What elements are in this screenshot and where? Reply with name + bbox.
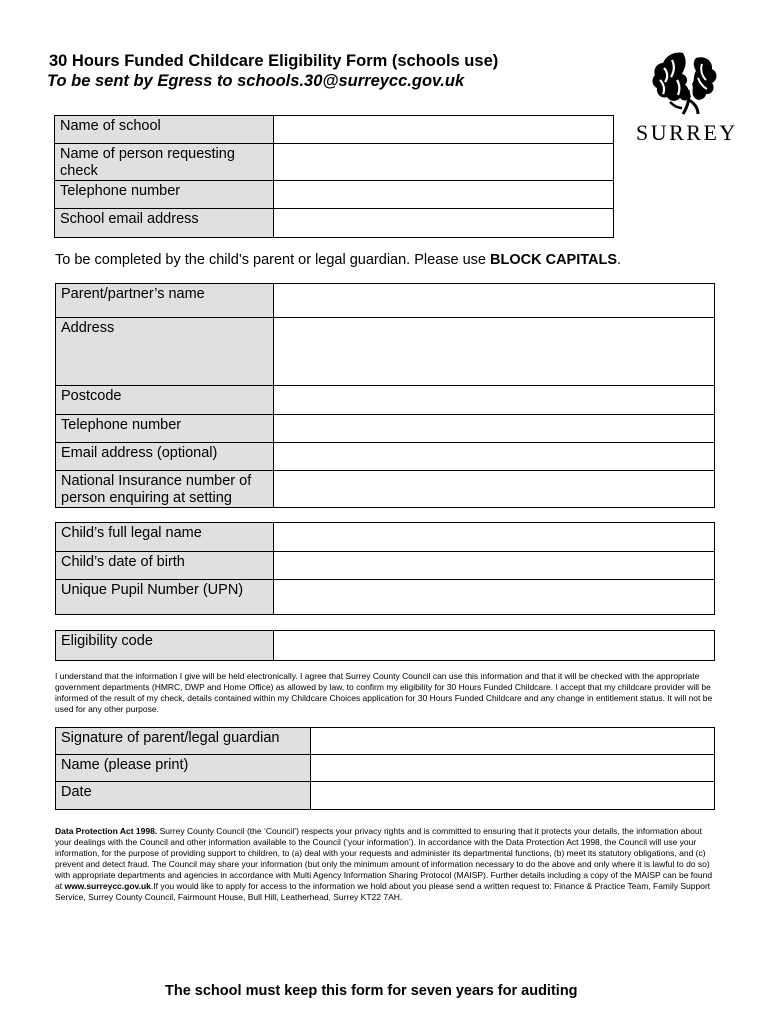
parent-details-table (55, 283, 715, 508)
table-row (56, 471, 715, 508)
postcode-field[interactable] (274, 386, 715, 415)
field-label: Telephone number (56, 415, 274, 443)
table-row (55, 144, 614, 181)
consent-statement: I understand that the information I give will be held electronically. I agree that Surrey County Council can use this information and that it will be checked with the appropriate government departments (HMRC, DWP and Home Office) as allowed by law, to confirm my eligibility for 30 Hours Funded Childcare. I accept that my childcare provider will be informed of the result of my check, details contained within my Childcare Choices application for 30 Hours Funded Childcare and any change in entitlement status. It will not be used for any other purpose. (55, 671, 713, 714)
field-label: Signature of parent/legal guardian (56, 728, 311, 755)
instructions-end: . (617, 252, 622, 268)
logo-wordmark: SURREY (636, 120, 738, 145)
school-details-table (54, 115, 614, 238)
field-label: Child’s full legal name (56, 523, 274, 552)
table-row (56, 386, 715, 415)
parent-telephone-field[interactable] (274, 415, 715, 443)
table-row (55, 116, 614, 144)
data-protection-text-end: .If you would like to apply for access to the information we hold about you please send a written request to: Finance & Practice Team, Family Support Service, Surrey County Council, Fairmount House, Bull Hill, Leatherhead, Surrey KT22 7AH. (55, 881, 711, 902)
instructions-emphasis: BLOCK CAPITALS (490, 252, 618, 268)
data-protection-text: Surrey County Council (the ‘Council’) respects your privacy rights and is committed to ensuring that it protects your details, the information about your dealings with the Council and other information available to the Council (‘your information’). In accordance with the Data Protection Act 1998, the Council will use your information, for the purpose of providing support to children, to (a) deal with your requests and administer its departmental functions, (b) meet its statutory obligations, and (c) prevent and detect fraud. The Council may share your information (but only the minimum amount of information necessary to do the above and only where it is lawful to do so) with appropriate departments and agencies in accordance with Multi Agency Information Sharing Protocol (MAISP). Further details including a copy of the MAISP can be found at (55, 826, 713, 891)
child-details-table (55, 522, 715, 615)
oak-leaves-icon (650, 50, 720, 116)
address-field[interactable] (274, 318, 715, 386)
ni-number-field[interactable] (274, 471, 715, 508)
signature-field[interactable] (311, 728, 715, 755)
date-field[interactable] (311, 782, 715, 810)
parent-name-field[interactable] (274, 284, 715, 318)
form-subtitle: To be sent by Egress to schools.30@surreycc.gov.uk (47, 72, 465, 90)
field-label: Address (56, 318, 274, 386)
field-label: Name of school (55, 116, 274, 144)
table-row (55, 209, 614, 238)
retention-notice: The school must keep this form for seven years for auditing (165, 983, 578, 999)
field-label: Name (please print) (56, 755, 311, 782)
child-name-field[interactable] (274, 523, 715, 552)
field-label: National Insurance number of person enquiring at setting (56, 471, 274, 508)
surrey-website-link[interactable]: www.surreycc.gov.uk (64, 881, 151, 891)
field-label: Child’s date of birth (56, 552, 274, 580)
table-row (56, 318, 715, 386)
table-row (56, 631, 715, 661)
field-label: Postcode (56, 386, 274, 415)
instructions-main: To be completed by the child’s parent or legal guardian. Please use (55, 252, 491, 268)
table-row (56, 755, 715, 782)
field-label: Eligibility code (56, 631, 274, 661)
field-label: Unique Pupil Number (UPN) (56, 580, 274, 615)
form-title: 30 Hours Funded Childcare Eligibility Form (schools use) (49, 52, 499, 70)
data-protection-notice (55, 826, 717, 903)
field-label: School email address (55, 209, 274, 238)
table-row (56, 552, 715, 580)
table-row (56, 284, 715, 318)
child-dob-field[interactable] (274, 552, 715, 580)
upn-field[interactable] (274, 580, 715, 615)
table-row (56, 523, 715, 552)
surrey-logo (632, 50, 770, 150)
field-label: Parent/partner’s name (56, 284, 274, 318)
requester-name-field[interactable] (274, 144, 614, 181)
field-label: Date (56, 782, 311, 810)
print-name-field[interactable] (311, 755, 715, 782)
table-row (56, 443, 715, 471)
table-row (56, 415, 715, 443)
parent-email-field[interactable] (274, 443, 715, 471)
table-row (56, 782, 715, 810)
field-label: Name of person requesting check (55, 144, 274, 181)
instructions-text (55, 252, 621, 268)
data-protection-heading: Data Protection Act 1998. (55, 826, 158, 836)
field-label: Telephone number (55, 181, 274, 209)
table-row (56, 580, 715, 615)
school-name-field[interactable] (274, 116, 614, 144)
signature-table (55, 727, 715, 810)
school-email-field[interactable] (274, 209, 614, 238)
eligibility-code-field[interactable] (274, 631, 715, 661)
eligibility-table (55, 630, 715, 661)
school-telephone-field[interactable] (274, 181, 614, 209)
table-row (56, 728, 715, 755)
table-row (55, 181, 614, 209)
field-label: Email address (optional) (56, 443, 274, 471)
